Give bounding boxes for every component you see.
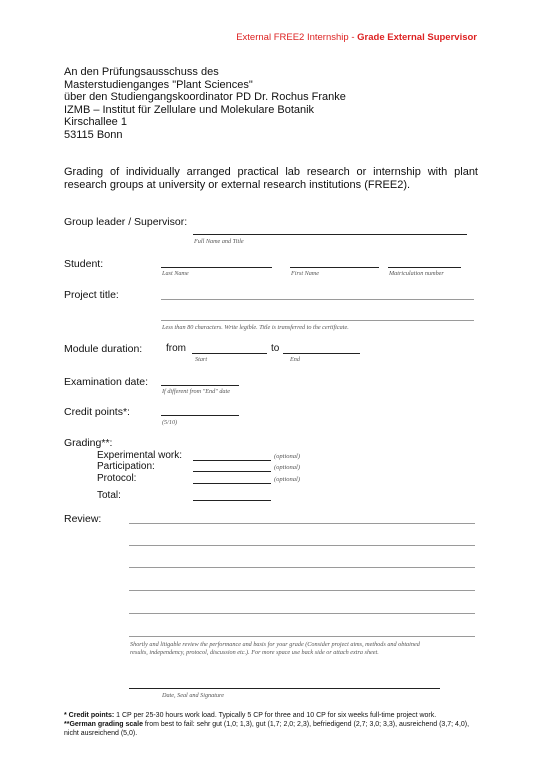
footnotes	[64, 711, 484, 738]
protocol-field[interactable]	[193, 483, 271, 484]
to-label: to	[271, 343, 280, 354]
address-line: Kirschallee 1	[64, 116, 127, 129]
module-duration-label: Module duration:	[64, 343, 143, 355]
grading-label: Grading**:	[64, 437, 113, 449]
protocol-optional-hint: (optional)	[274, 476, 300, 483]
project-title-line-1[interactable]	[161, 299, 474, 300]
grading-footnote-title: **German grading scale	[64, 721, 143, 728]
experimental-work-label: Experimental work:	[97, 450, 183, 461]
review-line[interactable]	[129, 613, 475, 614]
first-name-field[interactable]	[290, 267, 379, 268]
protocol-label: Protocol:	[97, 473, 137, 484]
header-separator: -	[348, 32, 358, 43]
review-line[interactable]	[129, 590, 475, 591]
examination-date-label: Examination date:	[64, 376, 149, 388]
credit-footnote-title: * Credit points:	[64, 712, 115, 719]
signature-field[interactable]	[129, 688, 440, 689]
address-line: IZMB – Institut für Zellulare und Molekulare Botanik	[64, 103, 315, 116]
project-title-line-2[interactable]	[161, 320, 474, 321]
first-name-hint: First Name	[291, 270, 320, 277]
participation-field[interactable]	[193, 471, 271, 472]
last-name-hint: Last Name	[162, 270, 189, 277]
matriculation-field[interactable]	[388, 267, 461, 268]
address-block	[64, 66, 346, 142]
review-line[interactable]	[129, 523, 475, 524]
matriculation-hint: Matriculation number	[389, 270, 444, 277]
grading-footnote-text: from best to fail: sehr gut (1,0; 1,3), gut (1,7; 2,0; 2,3), befriedigend (2,7; 3,0; 3,3), ausreichend (3,7; 4,0), nicht ausreichend (5,0).	[64, 721, 470, 737]
end-date-field[interactable]	[283, 353, 360, 354]
student-label: Student:	[64, 258, 104, 270]
review-line[interactable]	[129, 545, 475, 546]
supervisor-hint: Full Name and Title	[194, 238, 244, 245]
credit-points-label: Credit points*:	[64, 406, 130, 418]
signature-hint: Date, Seal and Signature	[162, 692, 224, 699]
participation-label: Participation:	[97, 461, 155, 472]
address-line: An den Prüfungsausschuss des	[64, 66, 219, 78]
participation-optional-hint: (optional)	[274, 464, 300, 471]
review-hint-line-1: Shortly and litigable review the performance and basis for your grade (Consider project aims, methods and obtained	[130, 641, 420, 648]
end-hint: End	[290, 356, 300, 363]
credit-footnote-text: 1 CP per 25-30 hours work load. Typically 5 CP for three and 10 CP for six weeks full-time project work.	[114, 712, 437, 719]
last-name-field[interactable]	[161, 267, 272, 268]
experimental-optional-hint: (optional)	[274, 453, 300, 460]
grading-scale-footnote	[64, 720, 484, 738]
start-date-field[interactable]	[192, 353, 267, 354]
from-label: from	[166, 343, 186, 354]
review-hint-line-2: results, independency, protocol, discussion etc.). For more space use back side or attach extra sheet.	[130, 649, 379, 656]
address-line: 53115 Bonn	[64, 128, 123, 141]
examination-date-field[interactable]	[161, 385, 239, 386]
credit-points-footnote	[64, 711, 484, 720]
credit-points-field[interactable]	[161, 415, 239, 416]
address-line: Masterstudienganges "Plant Sciences"	[64, 78, 253, 91]
total-label: Total:	[97, 490, 121, 501]
supervisor-label: Group leader / Supervisor:	[64, 216, 188, 228]
total-field[interactable]	[193, 500, 271, 501]
form-title: Grade External Supervisor	[357, 32, 477, 43]
review-line[interactable]	[129, 567, 475, 568]
project-title-hint: Less than 80 characters. Write legible. Title is transferred to the certificate.	[162, 324, 349, 331]
address-line: über den Studiengangskoordinator PD Dr. Rochus Franke	[64, 91, 346, 104]
review-line[interactable]	[129, 636, 475, 637]
experimental-work-field[interactable]	[193, 460, 271, 461]
page-header	[236, 32, 477, 43]
course-name: External FREE2 Internship	[236, 32, 349, 43]
credit-points-hint: (5/10)	[162, 419, 178, 426]
supervisor-field[interactable]	[193, 234, 467, 235]
project-title-label: Project title:	[64, 289, 119, 301]
intro-text: Grading of individually arranged practical lab research or internship with plant research groups at university or external research institutions (FREE2).	[64, 166, 478, 191]
examination-date-hint: If different from "End" date	[162, 388, 230, 395]
review-label: Review:	[64, 513, 102, 525]
start-hint: Start	[195, 356, 208, 363]
